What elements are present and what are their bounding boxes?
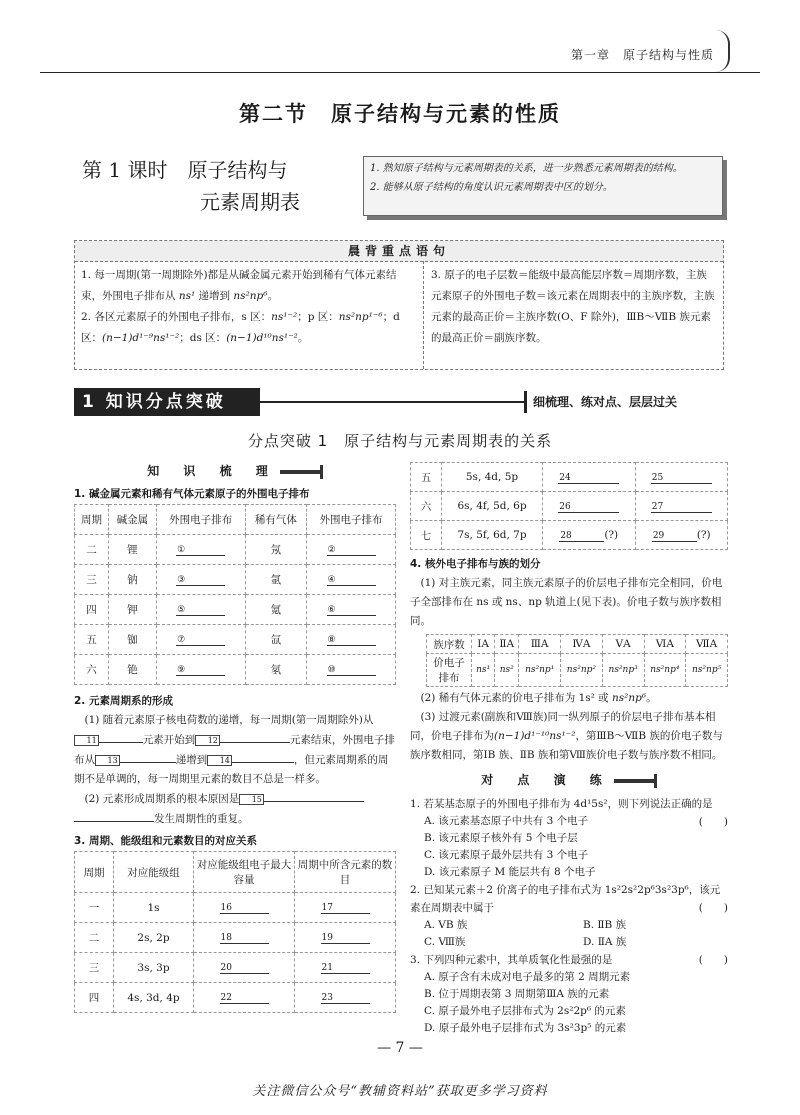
objective-1: 1. 熟知原子结构与元素周期表的关系，进一步熟悉元素周期表的结构。 (370, 163, 683, 174)
q2-option-a[interactable]: A. ⅤB 族 (424, 919, 468, 931)
table-row (411, 463, 728, 492)
table-row (75, 535, 396, 565)
table-row (75, 923, 396, 953)
blank-number: 15 (239, 794, 264, 805)
objective-2: 2. 能够从原子结构的角度认识元素周期表中区的划分。 (370, 182, 613, 193)
key-point-1: 1. 每一周期(第一周期除外)都是从碱金属元素开始到稀有气体元素结束，外围电子排布从 ns¹ 递增到 ns²np⁶。 (81, 269, 397, 302)
s2-title: 2. 元素周期系的形成 (74, 695, 173, 707)
col-header: 对应能级组 (114, 852, 194, 893)
section-banner (74, 388, 724, 416)
cell: 氖 (245, 535, 306, 565)
table-header-row (75, 852, 396, 893)
answer-blank[interactable]: ⑦ (156, 625, 245, 655)
col-header: 稀有气体 (245, 505, 306, 535)
group-cell: ⅣA (561, 635, 603, 654)
table-alkali-noble (74, 504, 396, 685)
q2-option-b[interactable]: B. ⅡB 族 (583, 919, 627, 931)
answer-blank[interactable] (99, 730, 143, 743)
row-label: 价电子排布 (427, 654, 472, 687)
cell: 氡 (245, 655, 306, 685)
cell: 五 (75, 625, 109, 655)
table-header-row (75, 505, 396, 535)
answer-blank[interactable]: 18 (194, 923, 295, 953)
table-row (427, 635, 728, 654)
key-points-left (81, 265, 417, 349)
answer-blank[interactable]: 21 (295, 953, 396, 983)
heading-tick (654, 774, 657, 788)
answer-blank[interactable]: 19 (295, 923, 396, 953)
q3-option-d[interactable]: D. 原子最外电子层排布式为 3s²3p⁵ 的元素 (424, 1022, 627, 1034)
heading-tick (320, 465, 323, 479)
s2-paragraph-2: (2) 元素形成周期系的根本原因是 15 发生周期性的重复。 (74, 789, 396, 829)
cell: 三 (75, 953, 114, 983)
answer-blank[interactable]: 22 (194, 983, 295, 1013)
learning-objectives (363, 156, 723, 216)
answer-blank[interactable] (120, 750, 176, 763)
answer-blank[interactable] (74, 809, 154, 822)
answer-blank[interactable]: ④ (307, 565, 396, 595)
q2-option-d[interactable]: D. ⅡA 族 (583, 936, 627, 948)
cell: 7s, 5f, 6d, 7p (442, 521, 543, 550)
cell: 氙 (245, 625, 306, 655)
table-row (75, 953, 396, 983)
group-cell: ⅦA (686, 635, 728, 654)
group-cell: ⅢA (519, 635, 561, 654)
cell: 四 (75, 983, 114, 1013)
heading-bar (280, 470, 320, 474)
config-cell: ns²np⁵ (686, 654, 728, 687)
table-group-configs (426, 634, 728, 687)
page-number: — 7 — (377, 1040, 423, 1056)
table-row (427, 654, 728, 687)
answer-blank[interactable]: ⑥ (307, 595, 396, 625)
answer-blank[interactable] (232, 750, 294, 763)
s2-paragraph-1: (1) 随着元素原子核电荷数的递增，每一周期(第一周期除外)从11 元素开始到 12 元素结束，外围电子排布从 13 递增到 14 ，但元素周期系的周期不是单调的，每一周期里元素的数目不总是一样多。 (74, 714, 395, 785)
q3-option-b[interactable]: B. 位于周期表第 3 周期第ⅢA 族的元素 (424, 988, 610, 1000)
answer-blank[interactable]: 26 (543, 492, 636, 521)
col-header: 外围电子排布 (307, 505, 396, 535)
group-cell: ⅡA (495, 635, 519, 654)
col-header: 对应能级组电子最大容量 (194, 852, 295, 893)
answer-blank[interactable]: ③ (156, 565, 245, 595)
answer-blank[interactable]: ① (156, 535, 245, 565)
table-period-levels-cont (410, 462, 728, 550)
question-2: 2. 已知某元素＋2 价离子的电子排布式为 1s²2s²2p⁶3s²3p⁶，该元素在周期表中属于 ( ) (410, 881, 728, 917)
blank-number: 12 (195, 735, 220, 746)
lesson-title (82, 154, 300, 218)
answer-blank[interactable]: 27 (635, 492, 728, 521)
s4-paragraph-2: (2) 稀有气体元素的价电子排布为 1s² 或 ns²np⁶。 (420, 692, 657, 704)
cell: 6s, 4f, 5d, 6p (442, 492, 543, 521)
answer-blank[interactable]: 20 (194, 953, 295, 983)
config-cell: ns²np² (561, 654, 603, 687)
table-row (75, 655, 396, 685)
lesson-title-line2: 元素周期表 (200, 190, 300, 214)
header-rule (40, 72, 760, 73)
blank-number: 11 (74, 735, 99, 746)
group-cell: ⅤA (602, 635, 644, 654)
cell: 铯 (108, 655, 156, 685)
cell: 5s, 4d, 5p (442, 463, 543, 492)
s3-title: 3. 周期、能级组和元素数目的对应关系 (74, 835, 257, 847)
cell: 六 (75, 655, 109, 685)
config-cell: ns¹ (472, 654, 495, 687)
col-header: 周期 (75, 852, 114, 893)
q1-option-a[interactable]: A. 该元素基态原子中共有 3 个电子 (424, 815, 589, 827)
question-1: 1. 若某基态原子的外围电子排布为 4d¹5s²，则下列说法正确的是 ( ) (410, 795, 728, 813)
blank-number: 14 (207, 755, 232, 766)
answer-paren[interactable]: ( ) (698, 816, 728, 828)
s4-paragraph-1: (1) 对主族元素，同主族元素原子的价层电子排布完全相同，价电子全部排布在 ns 或 ns、np 轨道上(见下表)。价电子数与族序数相同。 (410, 577, 723, 627)
answer-blank[interactable] (220, 730, 290, 743)
practice-heading (410, 771, 728, 789)
cell: 1s (114, 893, 194, 923)
col-header: 周期 (75, 505, 109, 535)
lesson-title-line1: 第 1 课时 原子结构与 (82, 158, 288, 182)
banner-tagline: 细梳理、练对点、层层过关 (524, 391, 724, 413)
blank-number: 13 (95, 755, 120, 766)
key-point-3: 3. 原子的电子层数＝能级中最高能层序数＝周期序数，主族元素原子的外围电子数＝该元素在周期表中的主族序数，主族元素的最高正价＝主族序数(O、F 除外)，ⅢB～ⅦB 族元素的最高正价＝副族序数。 (431, 269, 715, 344)
cell: 氩 (245, 565, 306, 595)
group-cell: ⅥA (644, 635, 686, 654)
col-header: 外围电子排布 (156, 505, 245, 535)
answer-blank[interactable]: 28 (?) (543, 521, 636, 550)
key-points-heading: 晨背重点语句 (75, 241, 723, 262)
q2-options-row-2 (410, 934, 728, 951)
answer-blank[interactable]: ⑤ (156, 595, 245, 625)
q2-option-c[interactable]: C. Ⅷ族 (424, 936, 466, 948)
question-3: 3. 下列四种元素中，其单质氧化性最强的是 ( ) (410, 951, 728, 969)
cell: 二 (75, 923, 114, 953)
table-row (75, 893, 396, 923)
left-column (74, 462, 396, 1013)
answer-blank[interactable]: ② (307, 535, 396, 565)
header-bracket-decoration (714, 30, 730, 72)
practice-heading-text: 对 点 演 练 (481, 773, 612, 787)
s4-paragraph-3: (3) 过渡元素(副族和Ⅷ族)同一纵列原子的价层电子排布基本相同，价电子排布为(n−1)d¹⁻¹⁰ns¹⁻²，第ⅢB～ⅦB 族的价电子数与族序数相同，第ⅠB 族、ⅡB 族和第Ⅷ族价电子数与族序数不相同。 (410, 711, 723, 761)
cell: 锂 (108, 535, 156, 565)
answer-blank[interactable]: 17 (295, 893, 396, 923)
cell: 五 (411, 463, 442, 492)
table-row (75, 625, 396, 655)
answer-blank[interactable]: ⑨ (156, 655, 245, 685)
config-cell: ns² (495, 654, 519, 687)
answer-blank[interactable]: 29 (?) (635, 521, 728, 550)
answer-blank[interactable]: 23 (295, 983, 396, 1013)
cell: 钠 (108, 565, 156, 595)
q1-option-c[interactable]: C. 该元素原子最外层共有 3 个电子 (424, 849, 589, 861)
answer-blank[interactable]: ⑩ (307, 655, 396, 685)
answer-blank[interactable]: 24 (543, 463, 636, 492)
config-cell: ns²np⁴ (644, 654, 686, 687)
q3-option-a[interactable]: A. 原子含有未成对电子最多的第 2 周期元素 (424, 971, 631, 983)
table-row (411, 492, 728, 521)
banner-label: 1 知识分点突破 (74, 388, 260, 416)
answer-blank[interactable]: 25 (635, 463, 728, 492)
cell: 3s, 3p (114, 953, 194, 983)
knowledge-heading (74, 462, 396, 480)
cell: 2s, 2p (114, 923, 194, 953)
s4-title: 4. 核外电子排布与族的划分 (410, 558, 541, 570)
table-row (75, 565, 396, 595)
q3-option-c[interactable]: C. 原子最外电子层排布式为 2s²2p⁶ 的元素 (424, 1005, 626, 1017)
answer-blank[interactable]: 16 (194, 893, 295, 923)
cell: 钾 (108, 595, 156, 625)
subsection-title: 分点突破 1 原子结构与元素周期表的关系 (247, 432, 553, 450)
key-points-box (74, 240, 724, 370)
s1-title: 1. 碱金属元素和稀有气体元素原子的外围电子排布 (74, 488, 310, 500)
key-point-2: 2. 各区元素原子的外围电子排布，s 区：ns¹⁻²；p 区：ns²np¹⁻⁶；d 区：(n−1)d¹⁻⁹ns¹⁻²；ds 区：(n−1)d¹⁰ns¹⁻²。 (81, 311, 400, 344)
answer-paren[interactable]: ( ) (698, 954, 728, 966)
cell: 七 (411, 521, 442, 550)
config-cell: ns²np¹ (519, 654, 561, 687)
col-header: 碱金属 (108, 505, 156, 535)
q1-option-d[interactable]: D. 该元素原子 M 能层共有 8 个电子 (424, 866, 596, 878)
heading-bar (614, 779, 654, 783)
knowledge-heading-text: 知 识 梳 理 (147, 464, 278, 478)
key-points-divider (423, 261, 424, 369)
q1-option-b[interactable]: B. 该元素原子核外有 5 个电子层 (424, 832, 578, 844)
cell: 4s, 3d, 4p (114, 983, 194, 1013)
table-row (411, 521, 728, 550)
cell: 氪 (245, 595, 306, 625)
cell: 四 (75, 595, 109, 625)
right-column (410, 462, 728, 1037)
chapter-header: 第一章 原子结构与性质 (570, 48, 714, 62)
config-cell: ns²np³ (602, 654, 644, 687)
answer-blank[interactable]: ⑧ (307, 625, 396, 655)
group-cell: ⅠA (472, 635, 495, 654)
table-row (75, 595, 396, 625)
table-row (75, 983, 396, 1013)
col-header: 周期中所含元素的数目 (295, 852, 396, 893)
cell: 一 (75, 893, 114, 923)
footer-note: 关注微信公众号“教辅资料站”获取更多学习资料 (252, 1084, 548, 1099)
q2-options-row-1 (410, 917, 728, 934)
cell: 二 (75, 535, 109, 565)
section-title: 第二节 原子结构与元素的性质 (239, 102, 561, 126)
banner-line (260, 401, 524, 403)
cell: 三 (75, 565, 109, 595)
answer-paren[interactable]: ( ) (698, 902, 728, 914)
cell: 六 (411, 492, 442, 521)
row-label: 族序数 (427, 635, 472, 654)
answer-blank[interactable] (264, 789, 364, 802)
table-period-levels (74, 851, 396, 1013)
cell: 铷 (108, 625, 156, 655)
